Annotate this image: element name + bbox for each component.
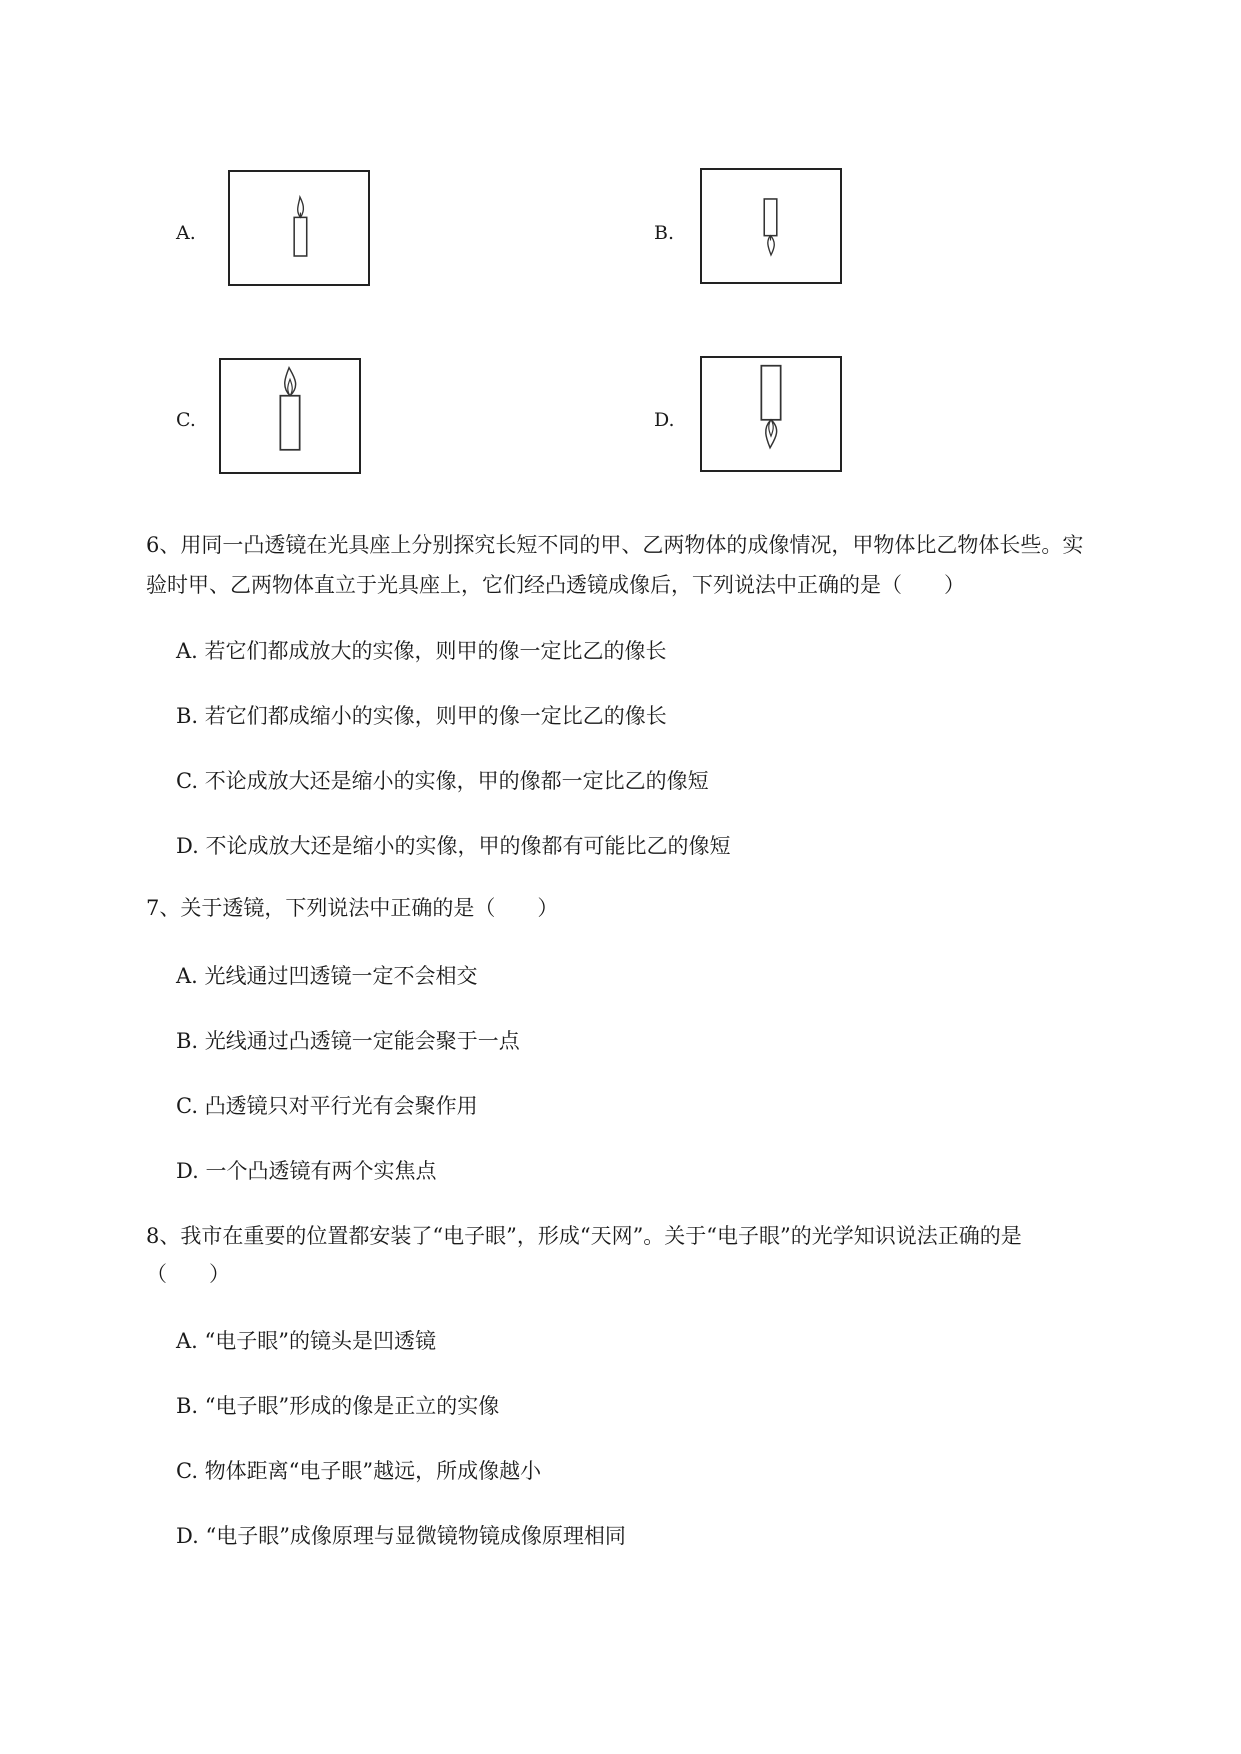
option-label: C. <box>176 1094 198 1118</box>
option-label: B. <box>654 222 675 244</box>
option-a <box>176 1325 436 1355</box>
option-label: C. <box>176 1459 198 1483</box>
question-stem-line: 7、关于透镜，下列说法中正确的是（ ） <box>146 896 559 920</box>
option-label: D. <box>176 1524 199 1548</box>
option-text: 物体距离“电子眼”越远，所成像越小 <box>204 1459 542 1483</box>
option-label: C. <box>176 409 196 431</box>
option-text: 凸透镜只对平行光有会聚作用 <box>204 1094 478 1118</box>
option-text: 光线通过凹透镜一定不会相交 <box>204 964 478 988</box>
option-label: C. <box>176 769 198 793</box>
option-text: “电子眼”形成的像是正立的实像 <box>204 1394 500 1418</box>
option-c <box>176 1455 541 1485</box>
option-text: 不论成放大还是缩小的实像，甲的像都有可能比乙的像短 <box>205 834 731 858</box>
option-text: “电子眼”成像原理与显微镜物镜成像原理相同 <box>205 1524 626 1548</box>
option-label: B. <box>176 1394 199 1418</box>
option-label: D. <box>176 1159 199 1183</box>
option-text: “电子眼”的镜头是凹透镜 <box>204 1329 437 1353</box>
option-b <box>176 700 667 730</box>
option-c <box>176 765 709 795</box>
option-c <box>176 1090 478 1120</box>
small-inverted-candle-image <box>700 168 842 284</box>
option-a <box>176 960 478 990</box>
option-label: D. <box>176 834 199 858</box>
option-label: D. <box>654 409 675 431</box>
option-label: A. <box>176 639 198 663</box>
option-text: 若它们都成缩小的实像，则甲的像一定比乙的像长 <box>204 704 667 728</box>
option-label: B. <box>176 1029 199 1053</box>
question-stem-line: 8、我市在重要的位置都安装了“电子眼”，形成“天网”。关于“电子眼”的光学知识说法正确的是 <box>146 1224 1022 1248</box>
question-stem-line: （ ） <box>146 1262 230 1286</box>
option-d <box>176 1155 436 1185</box>
option-d <box>176 830 730 860</box>
question-stem-line: 验时甲、乙两物体直立于光具座上，它们经凸透镜成像后，下列说法中正确的是（ ） <box>146 573 965 597</box>
option-text: 若它们都成放大的实像，则甲的像一定比乙的像长 <box>204 639 667 663</box>
large-upright-candle-image <box>219 358 361 474</box>
small-upright-candle-image <box>228 170 370 286</box>
option-text: 不论成放大还是缩小的实像，甲的像都一定比乙的像短 <box>204 769 709 793</box>
option-text: 一个凸透镜有两个实焦点 <box>205 1159 437 1183</box>
question-stem-line: 6、用同一凸透镜在光具座上分别探究长短不同的甲、乙两物体的成像情况，甲物体比乙物体长些。实 <box>146 533 1084 557</box>
option-a <box>176 635 667 665</box>
option-b <box>176 1025 520 1055</box>
option-label: A. <box>176 222 196 244</box>
option-text: 光线通过凸透镜一定能会聚于一点 <box>204 1029 520 1053</box>
option-d <box>176 1520 626 1550</box>
option-label: A. <box>176 1329 198 1353</box>
large-inverted-candle-image <box>700 356 842 472</box>
option-label: B. <box>176 704 199 728</box>
option-label: A. <box>176 964 198 988</box>
option-b <box>176 1390 499 1420</box>
